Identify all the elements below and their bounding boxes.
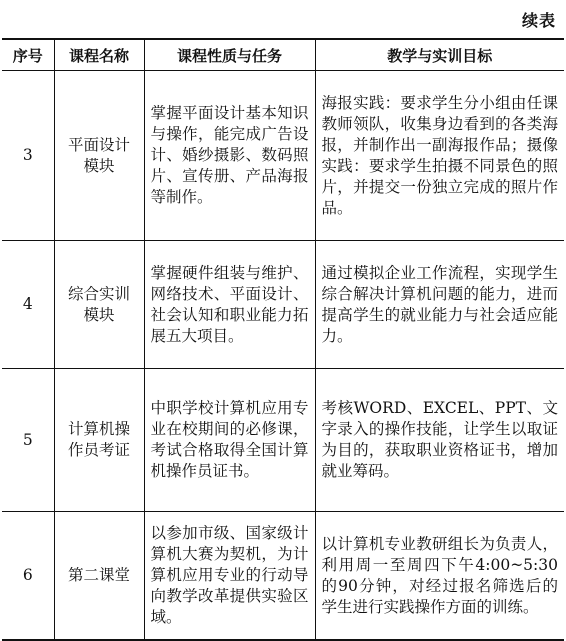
row-index: 5 (2, 369, 54, 512)
course-nature-task: 以参加市级、国家级计算机大赛为契机，为计算机应用专业的行动导向教学改革提供实验区域。 (144, 512, 315, 641)
table-row (2, 71, 564, 241)
table-row (2, 369, 564, 512)
course-goals: 海报实践：要求学生分小组由任课教师领队，收集身边看到的各类海报，并制作出一副海报作品；摄像实践：要求学生拍摄不同景色的照片，并提交一份独立完成的照片作品。 (315, 71, 564, 241)
course-nature-task: 中职学校计算机应用专业在校期间的必修课，考试合格取得全国计算机操作员证书。 (144, 369, 315, 512)
header-index: 序号 (2, 39, 54, 71)
course-goals: 以计算机专业教研组长为负责人，利用周一至周四下午4:00~5:30的90分钟，对经过报名筛选后的学生进行实践操作方面的训练。 (315, 512, 564, 641)
row-index: 3 (2, 71, 54, 241)
course-goals: 通过模拟企业工作流程，实现学生综合解决计算机问题的能力，进而提高学生的就业能力与社会适应能力。 (315, 241, 564, 369)
table-row (2, 512, 564, 641)
row-index: 6 (2, 512, 54, 641)
table-row (2, 241, 564, 369)
course-name: 第二课堂 (54, 512, 144, 641)
course-name: 综合实训模块 (54, 241, 144, 369)
course-nature-task: 掌握硬件组装与维护、网络技术、平面设计、社会认知和职业能力拓展五大项目。 (144, 241, 315, 369)
table-header-row (2, 39, 564, 71)
continued-label: 续表 (521, 11, 556, 30)
course-table (2, 38, 564, 641)
course-nature-task: 掌握平面设计基本知识与操作，能完成广告设计、婚纱摄影、数码照片、宣传册、产品海报等制作。 (144, 71, 315, 241)
header-course-name: 课程名称 (54, 39, 144, 71)
course-name: 计算机操作员考证 (54, 369, 144, 512)
row-index: 4 (2, 241, 54, 369)
header-nature-task: 课程性质与任务 (144, 39, 315, 71)
course-name: 平面设计模块 (54, 71, 144, 241)
header-goals: 教学与实训目标 (315, 39, 564, 71)
course-goals: 考核WORD、EXCEL、PPT、文字录入的操作技能，让学生以取证为目的，获取职业资格证书，增加就业筹码。 (315, 369, 564, 512)
